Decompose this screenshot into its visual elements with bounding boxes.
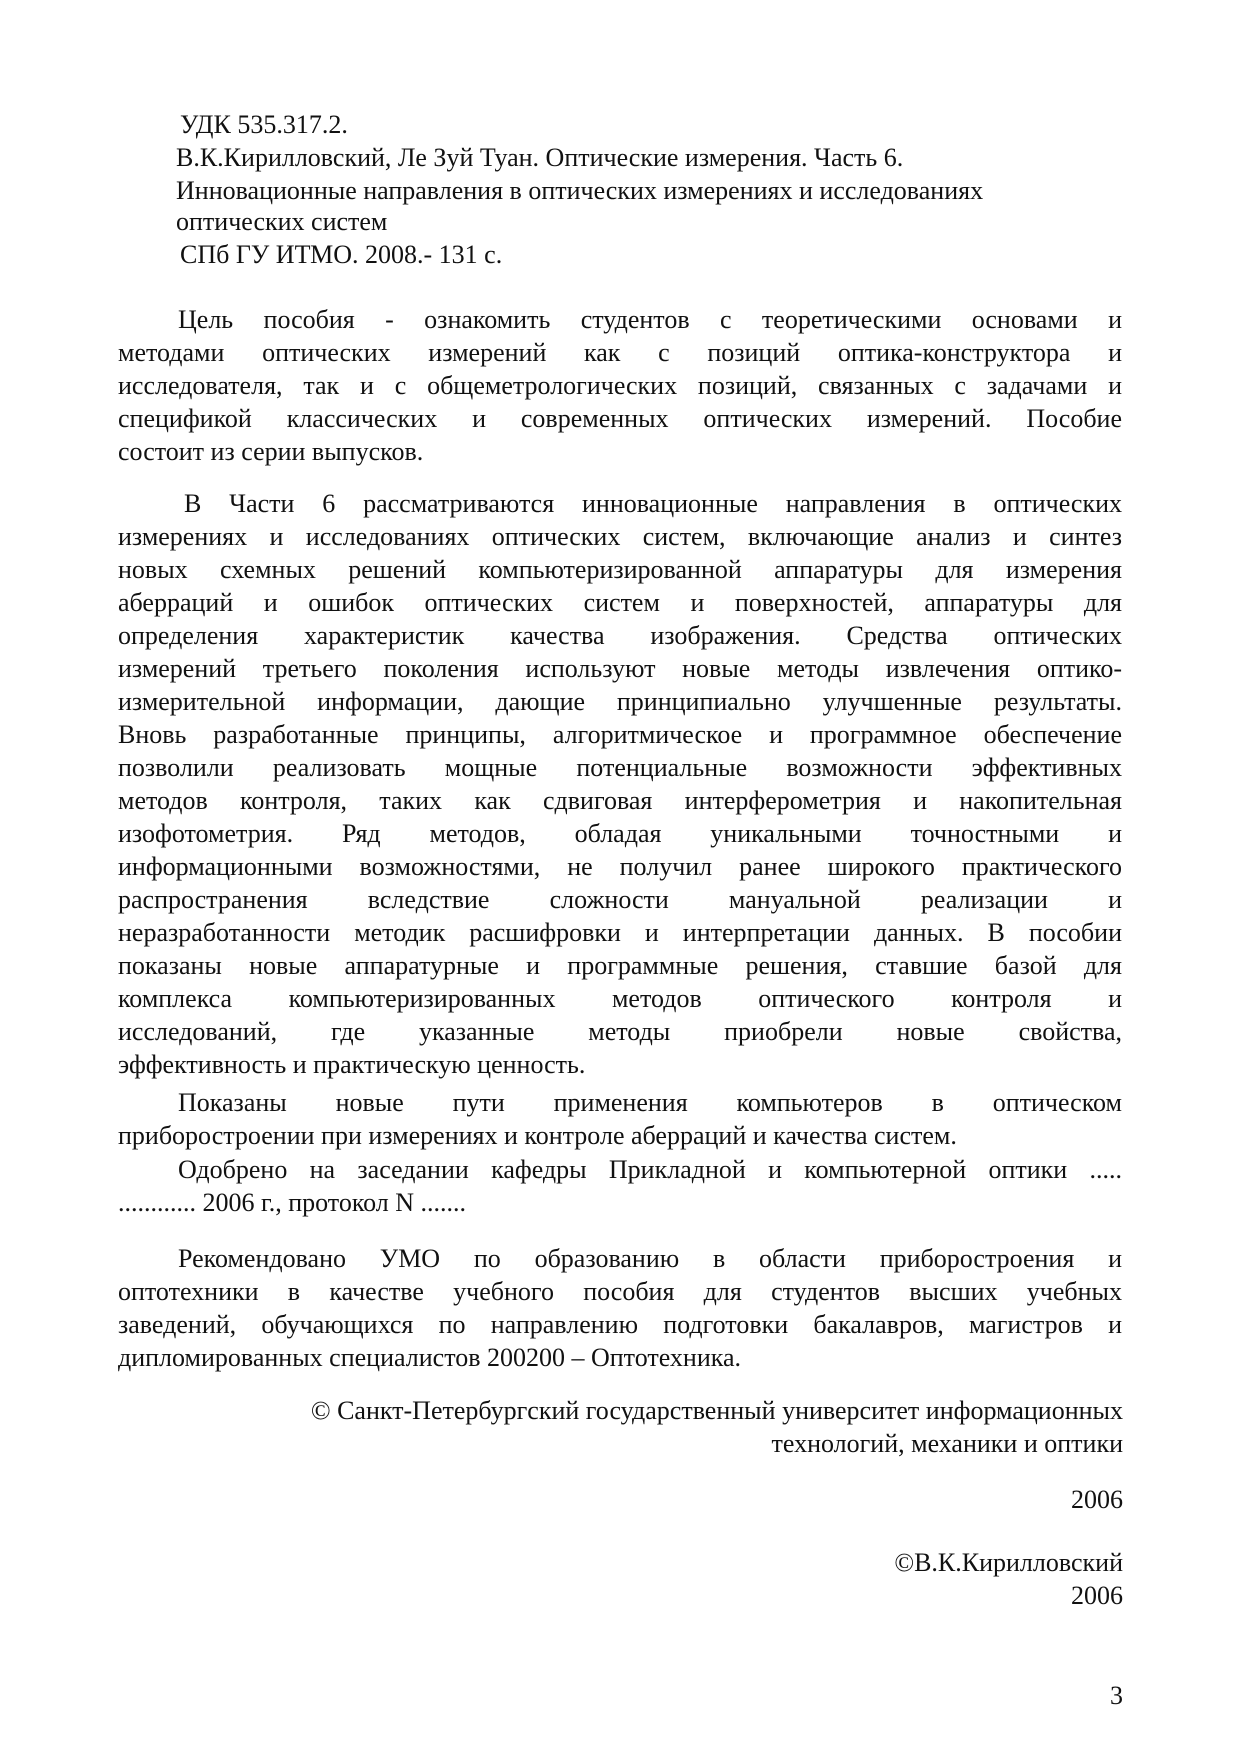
paragraph1-line: методами оптических измерений как с позиций оптика-конструктора и [118,338,1122,367]
recommendation-line: заведений, обучающихся по направлению подготовки бакалавров, магистров и [118,1310,1122,1339]
paragraph1-line: Цель пособия - ознакомить студентов с теоретическими основами и [178,305,1122,334]
page-number: 3 [1110,1681,1123,1710]
copyright-university-year: 2006 [1071,1485,1123,1514]
paragraph2-line: измерениях и исследованиях оптических систем, включающие анализ и синтез [118,522,1122,551]
paragraph2-line: методов контроля, таких как сдвиговая интерферометрия и накопительная [118,786,1122,815]
approval-line: Одобрено на заседании кафедры Прикладной и компьютерной оптики ..... [178,1155,1122,1184]
paragraph1-line: спецификой классических и современных оптических измерений. Пособие [118,404,1122,433]
recommendation-line: оптотехники в качестве учебного пособия для студентов высших учебных [118,1277,1122,1306]
citation-publisher: СПб ГУ ИТМО. 2008.- 131 с. [180,240,503,269]
paragraph1-line: исследователя, так и с общеметрологических позиций, связанных с задачами и [118,371,1122,400]
udk-code: УДК 535.317.2. [180,110,348,139]
copyright-university-line2: технологий, механики и оптики [771,1429,1123,1458]
paragraph2-line: измерений третьего поколения используют новые методы извлечения оптико- [118,654,1122,683]
paragraph2-line: распространения вследствие сложности мануальной реализации и [118,885,1122,914]
approval-line: ............ 2006 г., протокол N ....... [118,1188,467,1217]
citation-authors-title: В.К.Кирилловский, Ле Зуй Туан. Оптические измерения. Часть 6. [176,143,904,172]
paragraph2-line: информационными возможностями, не получил ранее широкого практического [118,852,1122,881]
copyright-author: ©В.К.Кирилловский [894,1548,1123,1577]
paragraph1-line: состоит из серии выпусков. [118,437,424,466]
paragraph2-line: определения характеристик качества изображения. Средства оптических [118,621,1122,650]
paragraph2-line: показаны новые аппаратурные и программные решения, ставшие базой для [118,951,1122,980]
recommendation-line: дипломированных специалистов 200200 – Оптотехника. [118,1343,742,1372]
recommendation-line: Рекомендовано УМО по образованию в области приборостроения и [178,1244,1122,1273]
paragraph2-line: изофотометрия. Ряд методов, обладая уникальными точностными и [118,819,1122,848]
paragraph2-line: эффективность и практическую ценность. [118,1050,586,1079]
paragraph2-line: В Части 6 рассматриваются инновационные направления в оптических [184,489,1122,518]
paragraph3-line: приборостроении при измерениях и контроле аберраций и качества систем. [118,1121,957,1150]
copyright-author-year: 2006 [1071,1581,1123,1610]
citation-subtitle-line2: оптических систем [176,207,388,236]
paragraph2-line: новых схемных решений компьютеризированной аппаратуры для измерения [118,555,1122,584]
citation-subtitle-line1: Инновационные направления в оптических измерениях и исследованиях [176,176,984,205]
copyright-university-line1: © Санкт-Петербургский государственный университет информационных [310,1396,1123,1425]
paragraph2-line: исследований, где указанные методы приобрели новые свойства, [118,1017,1122,1046]
paragraph2-line: комплекса компьютеризированных методов оптического контроля и [118,984,1122,1013]
paragraph2-line: неразработанности методик расшифровки и интерпретации данных. В пособии [118,918,1122,947]
paragraph2-line: измерительной информации, дающие принципиально улучшенные результаты. [118,687,1122,716]
paragraph2-line: аберраций и ошибок оптических систем и поверхностей, аппаратуры для [118,588,1122,617]
paragraph3-line: Показаны новые пути применения компьютеров в оптическом [178,1088,1122,1117]
paragraph2-line: Вновь разработанные принципы, алгоритмическое и программное обеспечение [118,720,1122,749]
paragraph2-line: позволили реализовать мощные потенциальные возможности эффективных [118,753,1122,782]
